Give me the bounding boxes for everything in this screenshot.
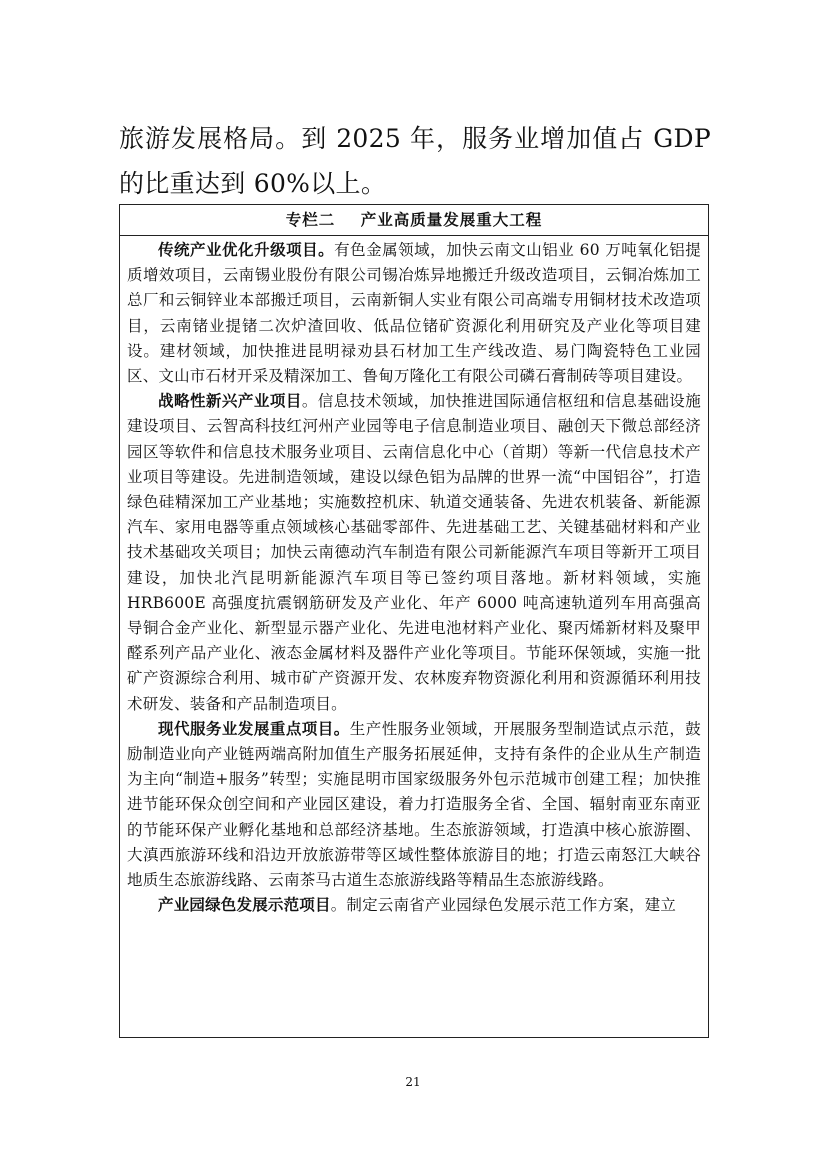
feature-box	[119, 204, 709, 1038]
paragraph-lead: 战略性新兴产业项目	[158, 392, 302, 411]
feature-box-body	[120, 236, 708, 918]
paragraph-traditional-industry	[127, 238, 701, 389]
paragraph-text: 。信息技术领域，加快推进国际通信枢纽和信息基础设施建设项目、云智高科技红河州产业园等电子信息制造业项目、融创天下微总部经济园区等软件和信息技术服务业项目、云南信息化中心（首期）等新一代信息技术产业项目等建设。先进制造领域，建设以绿色铝为品牌的世界一流“中国铝谷”，打造绿色硅精深加工产业基地；实施数控机床、轨道交通装备、先进农机装备、新能源汽车、家用电器等重点领域核心基础零部件、先进基础工艺、关键基础材料和产业技术基础攻关项目；加快云南德动汽车制造有限公司新能源汽车项目等新开工项目建设，加快北汽昆明新能源汽车项目等已签约项目落地。新材料领域，实施 HRB600E 高强度抗震钢筋研发及产业化、年产 6000 吨高速轨道列车用高强高导铜合金产业化、新型显示器产业化、先进电池材料产业化、聚丙烯新材料及聚甲醛系列产品产业化、液态金属材料及器件产业化等项目。节能环保领域，实施一批矿产资源综合利用、城市矿产资源开发、农林废弃物资源化利用和资源循环利用技术研发、装备和产品制造项目。	[127, 392, 701, 713]
paragraph-lead: 产业园绿色发展示范项目	[158, 896, 331, 915]
feature-box-title: 专栏二 产业高质量发展重大工程	[120, 205, 708, 236]
paragraph-text: 生产性服务业领域，开展服务型制造试点示范，鼓励制造业向产业链两端高附加值生产服务拓展延伸，支持有条件的企业从生产制造为主向“制造+服务”转型；实施昆明市国家级服务外包示范城市创建工程；加快推进节能环保众创空间和产业园区建设，着力打造服务全省、全国、辐射南亚东南亚的节能环保产业孵化基地和总部经济基地。生态旅游领域，打造滇中核心旅游圈、大滇西旅游环线和沿边开放旅游带等区域性整体旅游目的地；打造云南怒江大峡谷地质生态旅游线路、云南茶马古道生态旅游线路等精品生态旅游线路。	[127, 719, 701, 890]
page-number: 21	[405, 1075, 421, 1089]
paragraph-text: 。制定云南省产业园绿色发展示范工作方案，建立	[330, 896, 677, 915]
paragraph-lead: 传统产业优化升级项目。	[158, 241, 335, 259]
paragraph-modern-service-industry	[127, 717, 701, 893]
paragraph-lead: 现代服务业发展重点项目。	[158, 719, 350, 738]
paragraph-industrial-park-green	[127, 893, 701, 918]
intro-paragraph: 旅游发展格局。到 2025 年，服务业增加值占 GDP 的比重达到 60%以上。	[119, 124, 711, 198]
paragraph-strategic-emerging-industry	[127, 389, 701, 717]
paragraph-text: 有色金属领域，加快云南文山铝业 60 万吨氧化铝提质增效项目，云南锡业股份有限公司锡冶炼异地搬迁升级改造项目，云铜冶炼加工总厂和云铜锌业本部搬迁项目，云南新铜人实业有限公司高端专用铜材技术改造项目，云南锗业提锗二次炉渣回收、低品位锗矿资源化利用研究及产业化等项目建设。建材领域，加快推进昆明禄劝县石材加工生产线改造、易门陶瓷特色工业园区、文山市石材开采及精深加工、鲁甸万隆化工有限公司磷石膏制砖等项目建设。	[127, 241, 701, 386]
